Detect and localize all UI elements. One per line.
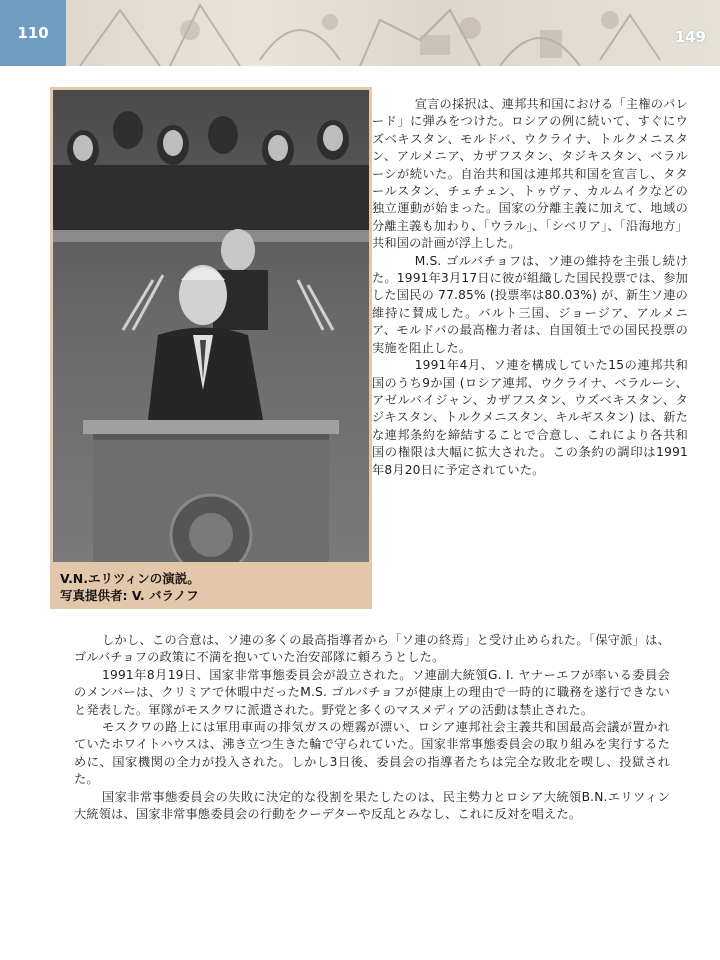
caption-title: V.N.エリツィンの演説。: [60, 571, 200, 586]
yeltsin-speech-photo: [53, 90, 369, 562]
paragraph: しかし、この合意は、ソ連の多くの最高指導者から「ソ連の終焉」と受け止められた。「保守派」は、ゴルバチョフの政策に不満を抱いていた治安部隊に頼ろうとした。: [74, 633, 670, 665]
bottom-text-block: [74, 632, 670, 823]
paragraph: 国家非常事態委員会の失敗に決定的な役割を果たしたのは、民主勢力とロシア大統領B.N.エリツィン大統領は、国家非常事態委員会の行動をクーデターや反乱とみなし、これに反対を唱えた。: [74, 789, 670, 822]
caption-credit: 写真提供者: V. バラノフ: [60, 588, 199, 603]
photo-frame: [50, 87, 372, 609]
page-number-left: 110: [0, 0, 66, 66]
paragraph: M.S. ゴルバチョフは、ソ連の維持を主張し続けた。1991年3月17日に彼が組織した国民投票では、参加した国民の 77.85% (投票率は80.03%) が、新生ソ連の維持に賛成した。バルト三国、ジョージア、アルメニア、モルドバの最高権力者は、自国領土での国民投票の実施を阻止した。: [372, 253, 688, 355]
right-text-column: [372, 96, 688, 479]
paragraph: 1991年8月19日、国家非常事態委員会が設立された。ソ連副大統領G. I. ヤナーエフが率いる委員会のメンバーは、クリミアで休暇中だったM.S. ゴルバチョフが健康上の理由で一時的に職務を遂行できないと発表した。軍隊がモスクワに派遣された。野党と多くのマスメディアの活動は禁止された。: [74, 667, 670, 717]
header-band: [0, 0, 720, 66]
paragraph: モスクワの路上には軍用車両の排気ガスの煙霧が漂い、ロシア連邦社会主義共和国最高会議が置かれていたホワイトハウスは、沸き立つ生きた輪で守られていた。国家非常事態委員会の取り組みを実行するために、国家機関の全力が投入された。しかし3日後、委員会の指導者たちは完全な敗北を喫し、投獄された。: [74, 720, 670, 787]
paragraph: 1991年4月、ソ連を構成していた15の連邦共和国のうち9か国 (ロシア連邦、ウクライナ、ベラルーシ、アゼルバイジャン、カザフスタン、ウズベキスタン、タジキスタン、トルクメニスタン、キルギスタン) は、新たな連邦条約を締結することで合意し、これにより各共和国の権限は大幅に拡大された。この条約の調印は1991年8月20日に予定されていた。: [372, 358, 688, 477]
photo-caption: [60, 570, 200, 604]
page-number-right: 149: [674, 28, 706, 46]
paragraph: 宣言の採択は、連邦共和国における「主権のパレード」に弾みをつけた。ロシアの例に続いて、すぐにウズベキスタン、モルドバ、ウクライナ、トルクメニスタン、アルメニア、カザフスタン、タジキスタン、ベラルーシが続いた。自治共和国は連邦共和国を宣言し、タタールスタン、チェチェン、トゥヴァ、カルムイクなどの独立運動が始まった。国家の分離主義に加えて、地域の分離主義も加わり、「ウラル」、「シベリア」、「沿海地方」共和国の計画が浮上した。: [372, 97, 688, 251]
header-artwork: [0, 0, 720, 66]
